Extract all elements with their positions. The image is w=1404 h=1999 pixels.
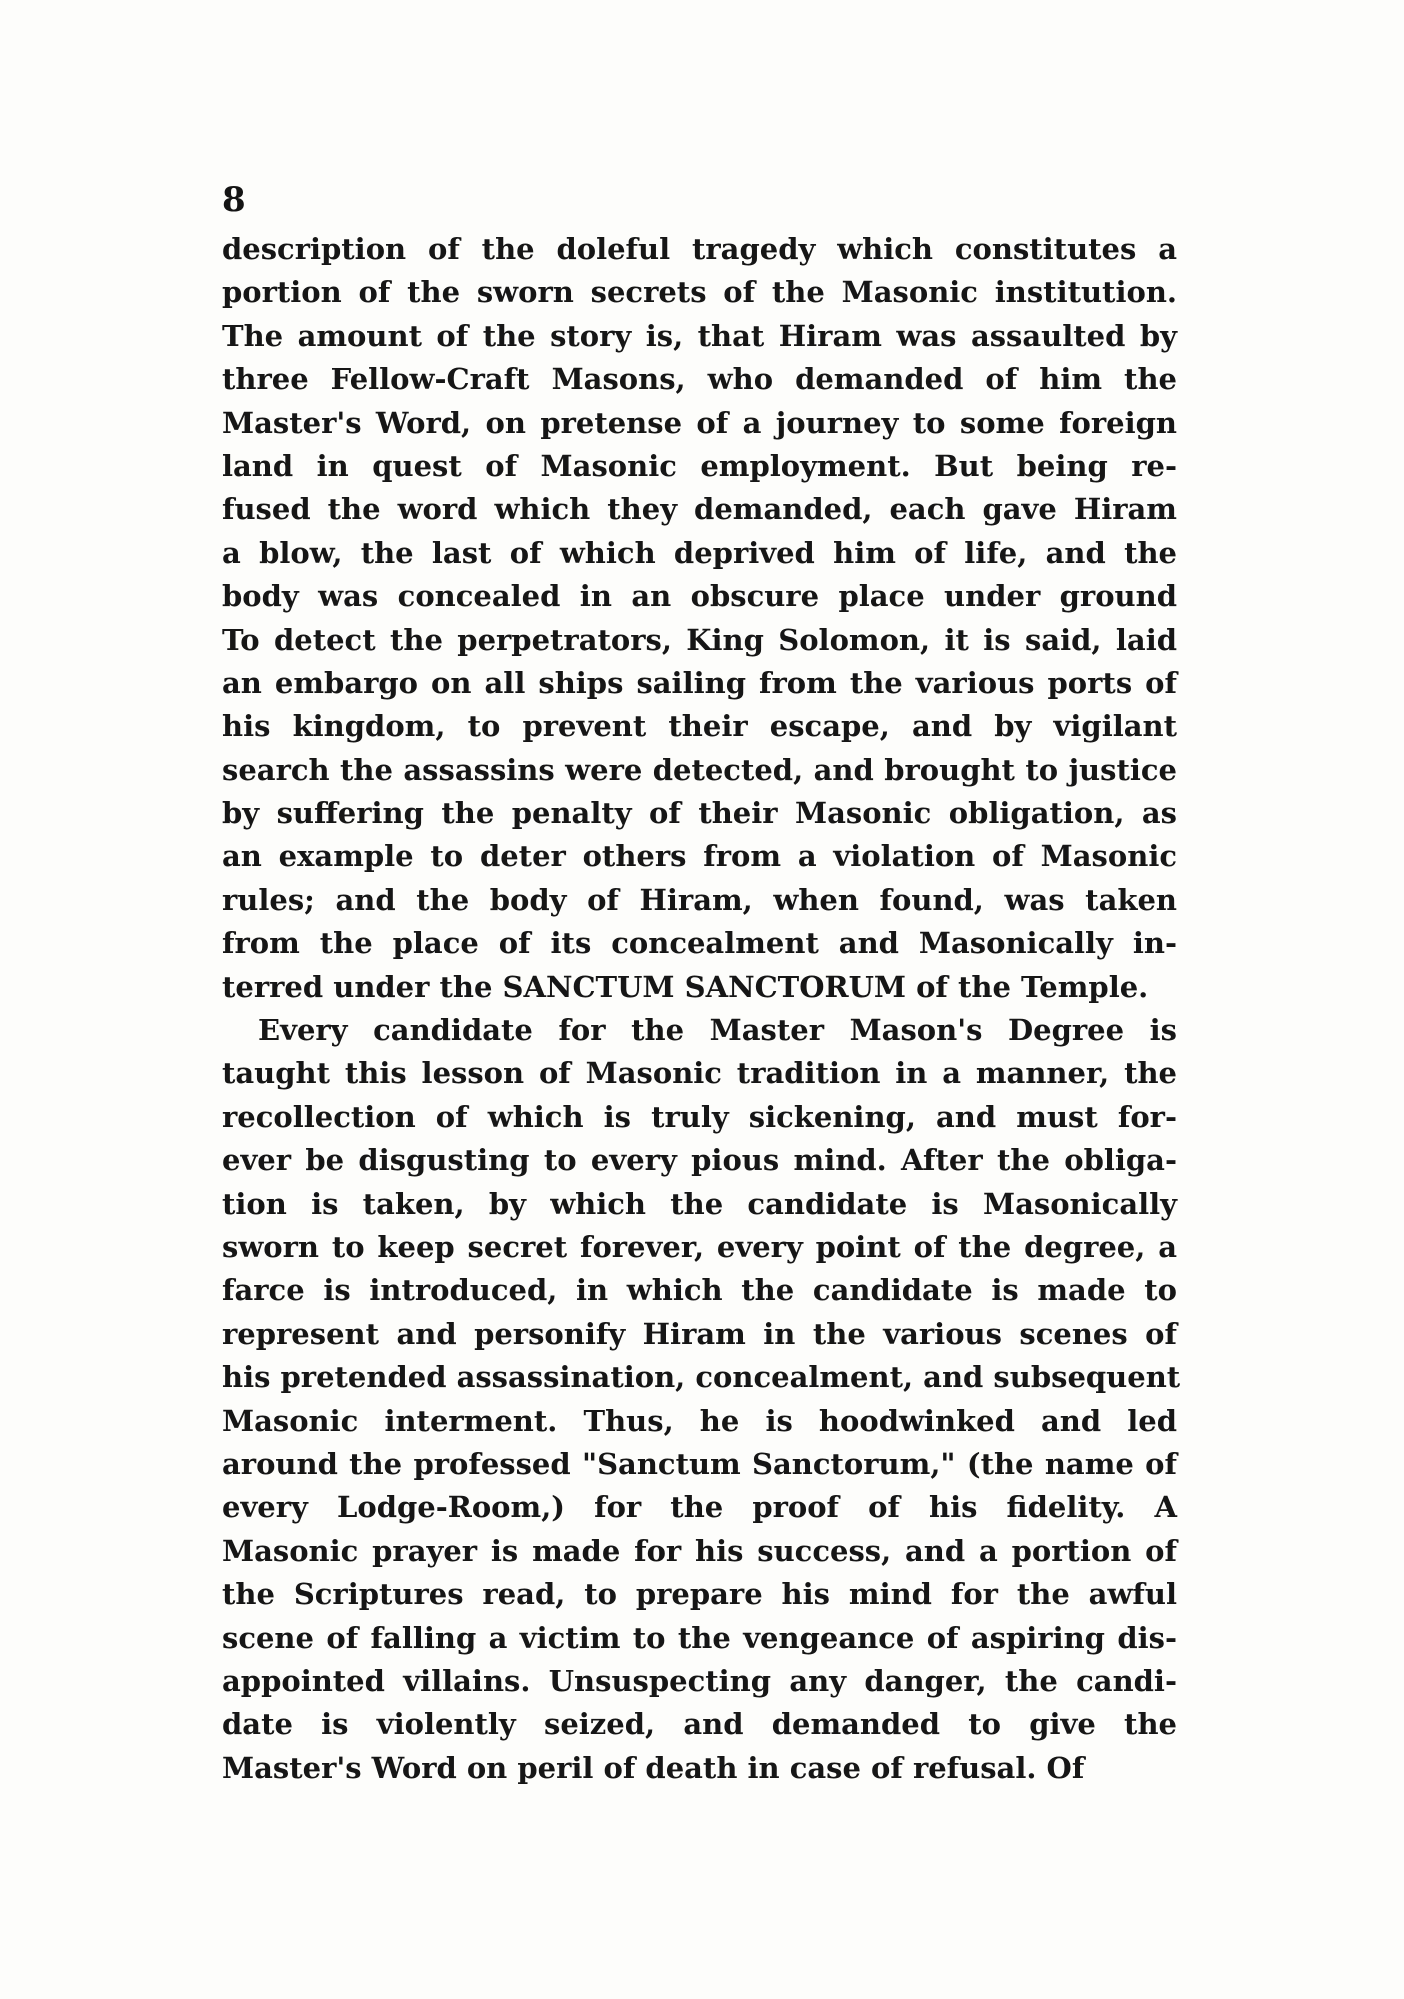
- body-text: [222, 228, 1181, 1790]
- text-line: fused the word which they demanded, each gave Hiram: [222, 492, 1177, 527]
- text-line: Every candidate for the Master Mason's Degree is: [258, 1013, 1177, 1048]
- text-line: Masonic interment. Thus, he is hoodwinked and led: [222, 1403, 1177, 1438]
- text-line: his kingdom, to prevent their escape, and by vigilant: [222, 709, 1177, 744]
- text-line: portion of the sworn secrets of the Masonic institution.: [222, 275, 1177, 310]
- text-line: body was concealed in an obscure place under ground: [222, 579, 1177, 614]
- paragraph-2: [222, 1009, 1181, 1790]
- text-line: a blow, the last of which deprived him of life, and the: [222, 535, 1177, 570]
- text-line: taught this lesson of Masonic tradition in a manner, the: [222, 1056, 1177, 1091]
- text-line: appointed villains. Unsuspecting any danger, the candi-: [222, 1663, 1177, 1698]
- paragraph-1: [222, 228, 1177, 1009]
- text-line: represent and personify Hiram in the various scenes of: [222, 1316, 1177, 1351]
- text-line: scene of falling a victim to the vengeance of aspiring dis-: [222, 1620, 1177, 1655]
- text-line: terred under the SANCTUM SANCTORUM of the Temple.: [222, 969, 1149, 1004]
- text-line: sworn to keep secret forever, every point of the degree, a: [222, 1229, 1177, 1264]
- text-line: Masonic prayer is made for his success, and a portion of: [222, 1533, 1177, 1568]
- text-line: The amount of the story is, that Hiram was assaulted by: [222, 318, 1177, 353]
- text-line: date is violently seized, and demanded to give the: [222, 1707, 1177, 1742]
- text-line: an embargo on all ships sailing from the various ports of: [222, 665, 1177, 700]
- text-line: his pretended assassination, concealment, and subsequent: [222, 1360, 1181, 1395]
- text-line: Master's Word, on pretense of a journey to some foreign: [222, 405, 1177, 440]
- text-line: farce is introduced, in which the candidate is made to: [222, 1273, 1177, 1308]
- text-line: the Scriptures read, to prepare his mind for the awful: [222, 1577, 1177, 1612]
- text-line: To detect the perpetrators, King Solomon, it is said, laid: [222, 622, 1177, 657]
- text-line: by suffering the penalty of their Masonic obligation, as: [222, 796, 1177, 831]
- text-line: recollection of which is truly sickening, and must for-: [222, 1099, 1177, 1134]
- text-line: search the assassins were detected, and brought to justice: [222, 752, 1177, 787]
- text-line: around the professed "Sanctum Sanctorum," (the name of: [222, 1446, 1177, 1481]
- text-line: rules; and the body of Hiram, when found, was taken: [222, 882, 1177, 917]
- text-line: tion is taken, by which the candidate is Masonically: [222, 1186, 1177, 1221]
- text-line: land in quest of Masonic employment. But being re-: [222, 448, 1177, 483]
- text-line: from the place of its concealment and Masonically in-: [222, 926, 1177, 961]
- text-line: ever be disgusting to every pious mind. After the obliga-: [222, 1143, 1177, 1178]
- text-line: every Lodge-Room,) for the proof of his fidelity. A: [222, 1490, 1177, 1525]
- text-line: three Fellow-Craft Masons, who demanded of him the: [222, 362, 1177, 397]
- text-line: description of the doleful tragedy which constitutes a: [222, 232, 1177, 266]
- page-number: 8: [222, 180, 246, 220]
- text-line: an example to deter others from a violation of Masonic: [222, 839, 1177, 874]
- text-line: Master's Word on peril of death in case of refusal. Of: [222, 1750, 1085, 1785]
